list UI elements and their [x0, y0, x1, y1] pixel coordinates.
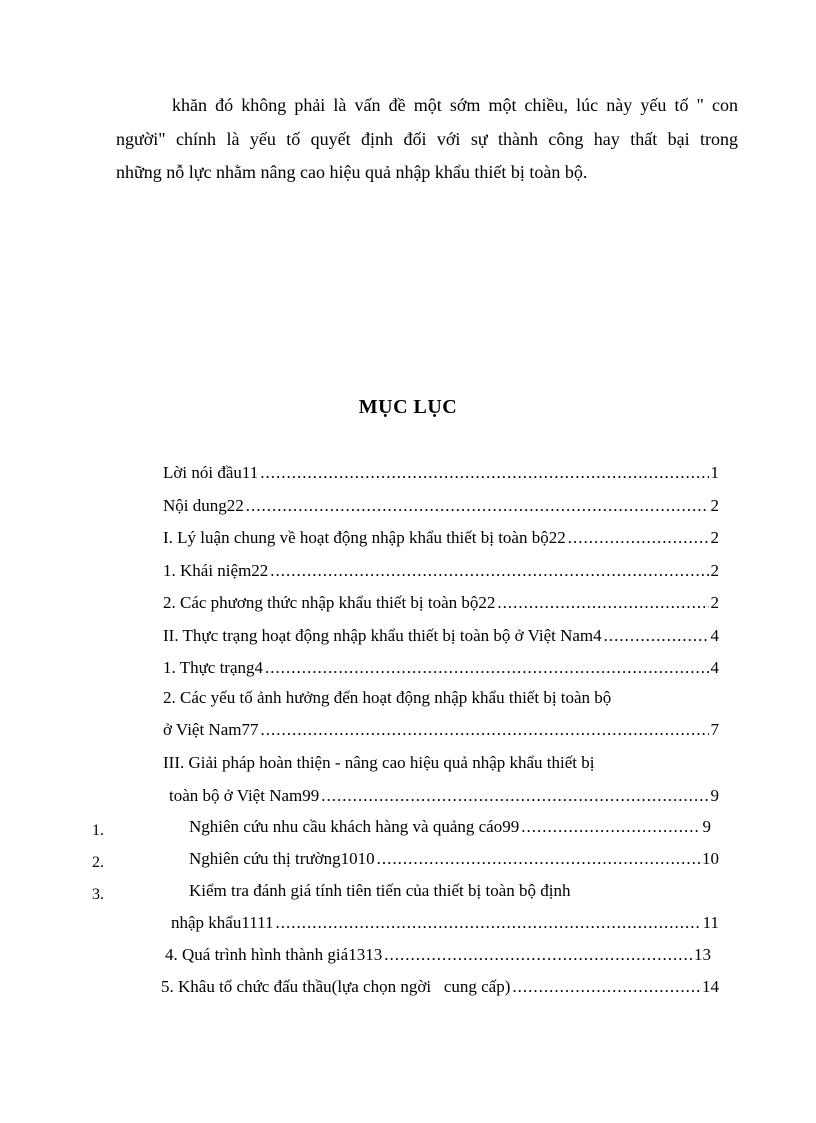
toc-entry: 5. Khâu tổ chức đấu thầu(lựa chọn ngời cung cấp) ..... 14: [161, 975, 719, 999]
intro-line: những nỗ lực nhằm nâng cao hiệu quả nhập khẩu thiết bị toàn bộ.: [116, 162, 588, 182]
toc-entry: 1. Khái niệm22 ..... 2: [163, 559, 719, 583]
toc-entry: III. Giải pháp hoàn thiện - nâng cao hiệu quả nhập khẩu thiết bị: [163, 753, 595, 772]
toc-entry: 2. Các yếu tố ảnh hưởng đến hoạt động nhập khẩu thiết bị toàn bộ: [163, 688, 612, 707]
list-number: 1.: [92, 822, 104, 839]
toc-entry-continuation: toàn bộ ở Việt Nam99 ..... 9: [169, 784, 719, 808]
toc-entry: I. Lý luận chung về hoạt động nhập khẩu thiết bị toàn bộ22 ..... 2: [163, 526, 719, 550]
toc-entry-continuation: nhập khẩu1111 ..... 11: [171, 911, 719, 935]
toc-entry: Nghiên cứu thị trường1010 ..... 10: [189, 847, 719, 871]
toc-entry: 4. Quá trình hình thành giá1313 ..... 13: [165, 943, 711, 967]
toc-entry-continuation: ở Việt Nam77 ..... 7: [163, 718, 719, 742]
list-number: 3.: [92, 886, 104, 903]
toc-entry: Nghiên cứu nhu cầu khách hàng và quảng cáo99 ..... 9: [189, 815, 711, 839]
toc-entry: Lời nói đầu11 ..... 1: [163, 461, 719, 485]
toc-title: MỤC LỤC: [358, 396, 458, 418]
list-number: 2.: [92, 854, 104, 871]
toc-entry: Nội dung22 ..... 2: [163, 494, 719, 518]
intro-line: người" chính là yếu tố quyết định đối với sự thành công hay thất bại trong: [116, 129, 738, 149]
toc-entry: 1. Thực trạng4 ..... 4: [163, 656, 719, 680]
toc-entry: II. Thực trạng hoạt động nhập khẩu thiết bị toàn bộ ở Việt Nam4 ..... 4: [163, 624, 719, 648]
toc-entry: 2. Các phương thức nhập khẩu thiết bị toàn bộ22 ..... 2: [163, 591, 719, 615]
toc-entry: Kiểm tra đánh giá tính tiên tiến của thiết bị toàn bộ định: [189, 881, 571, 900]
intro-line: khăn đó không phải là vấn đề một sớm một chiều, lúc này yếu tố " con: [172, 95, 738, 115]
